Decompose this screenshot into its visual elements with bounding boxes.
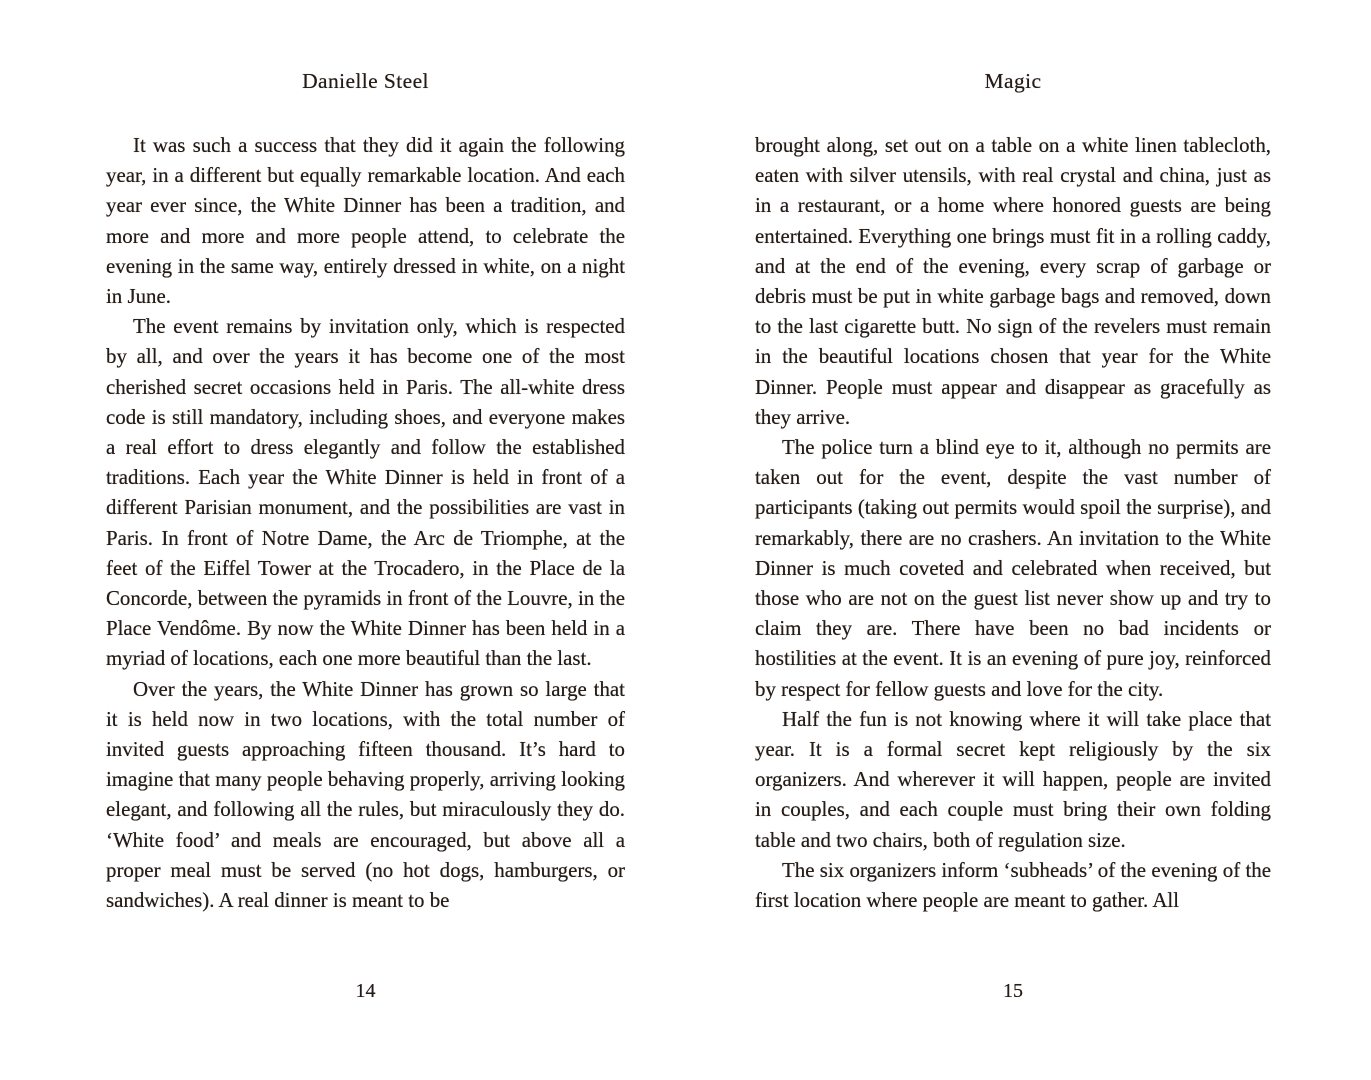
- paragraph: The six organizers inform ‘subheads’ of the evening of the first location where people are meant to gather. All: [755, 857, 1271, 913]
- left-page: [106, 0, 625, 1080]
- running-head-title: Magic: [984, 69, 1042, 93]
- page-body: [106, 130, 625, 915]
- page-number: 15: [1003, 980, 1023, 1002]
- paragraph: Half the fun is not knowing where it will take place that year. It is a formal secret kept religiously by the six organizers. And wherever it will happen, people are invited in couples, and each couple must bring their own folding table and two chairs, both of regulation size.: [755, 706, 1271, 852]
- page-body: [755, 130, 1271, 915]
- paragraph: The event remains by invitation only, which is respected by all, and over the years it has become one of the most cherished secret occasions held in Paris. The all-white dress code is still mandatory, including shoes, and everyone makes a real effort to dress elegantly and follow the established traditions. Each year the White Dinner is held in front of a different Parisian monument, and the possibilities are vast in Paris. In front of Notre Dame, the Arc de Triomphe, at the feet of the Eiffel Tower at the Trocadero, in the Place de la Concorde, between the pyramids in front of the Louvre, in the Place Vendôme. By now the White Dinner has been held in a myriad of locations, each one more beautiful than the last.: [106, 314, 625, 671]
- running-head-author: Danielle Steel: [302, 69, 429, 93]
- page-number: 14: [355, 980, 376, 1002]
- right-page: [755, 0, 1271, 1080]
- paragraph: It was such a success that they did it again the following year, in a different but equally remarkable location. And each year ever since, the White Dinner has been a tradition, and more and more and more people attend, to celebrate the evening in the same way, entirely dressed in white, on a night in June.: [106, 133, 625, 309]
- paragraph: brought along, set out on a table on a white linen tablecloth, eaten with silver utensils, with real crystal and china, just as in a restaurant, or a home where honored guests are being entertained. Everything one brings must fit in a rolling caddy, and at the end of the evening, every scrap of garbage or debris must be put in white garbage bags and removed, down to the last cigarette butt. No sign of the revelers must remain in the beautiful locations chosen that year for the White Dinner. People must appear and disappear as gracefully as they arrive.: [755, 133, 1271, 429]
- paragraph: The police turn a blind eye to it, although no permits are taken out for the event, despite the vast number of participants (taking out permits would spoil the surprise), and remarkably, there are no crashers. An invitation to the White Dinner is much coveted and celebrated when received, but those who are not on the guest list never show up and try to claim they are. There have been no bad incidents or hostilities at the event. It is an evening of pure joy, reinforced by respect for fellow guests and love for the city.: [755, 435, 1271, 701]
- paragraph: Over the years, the White Dinner has grown so large that it is held now in two locations, with the total number of invited guests approaching fifteen thousand. It’s hard to imagine that many people behaving properly, arriving looking elegant, and following all the rules, but miraculously they do. ‘White food’ and meals are encouraged, but above all a proper meal must be served (no hot dogs, hamburgers, or sandwiches). A real dinner is meant to be: [106, 676, 625, 913]
